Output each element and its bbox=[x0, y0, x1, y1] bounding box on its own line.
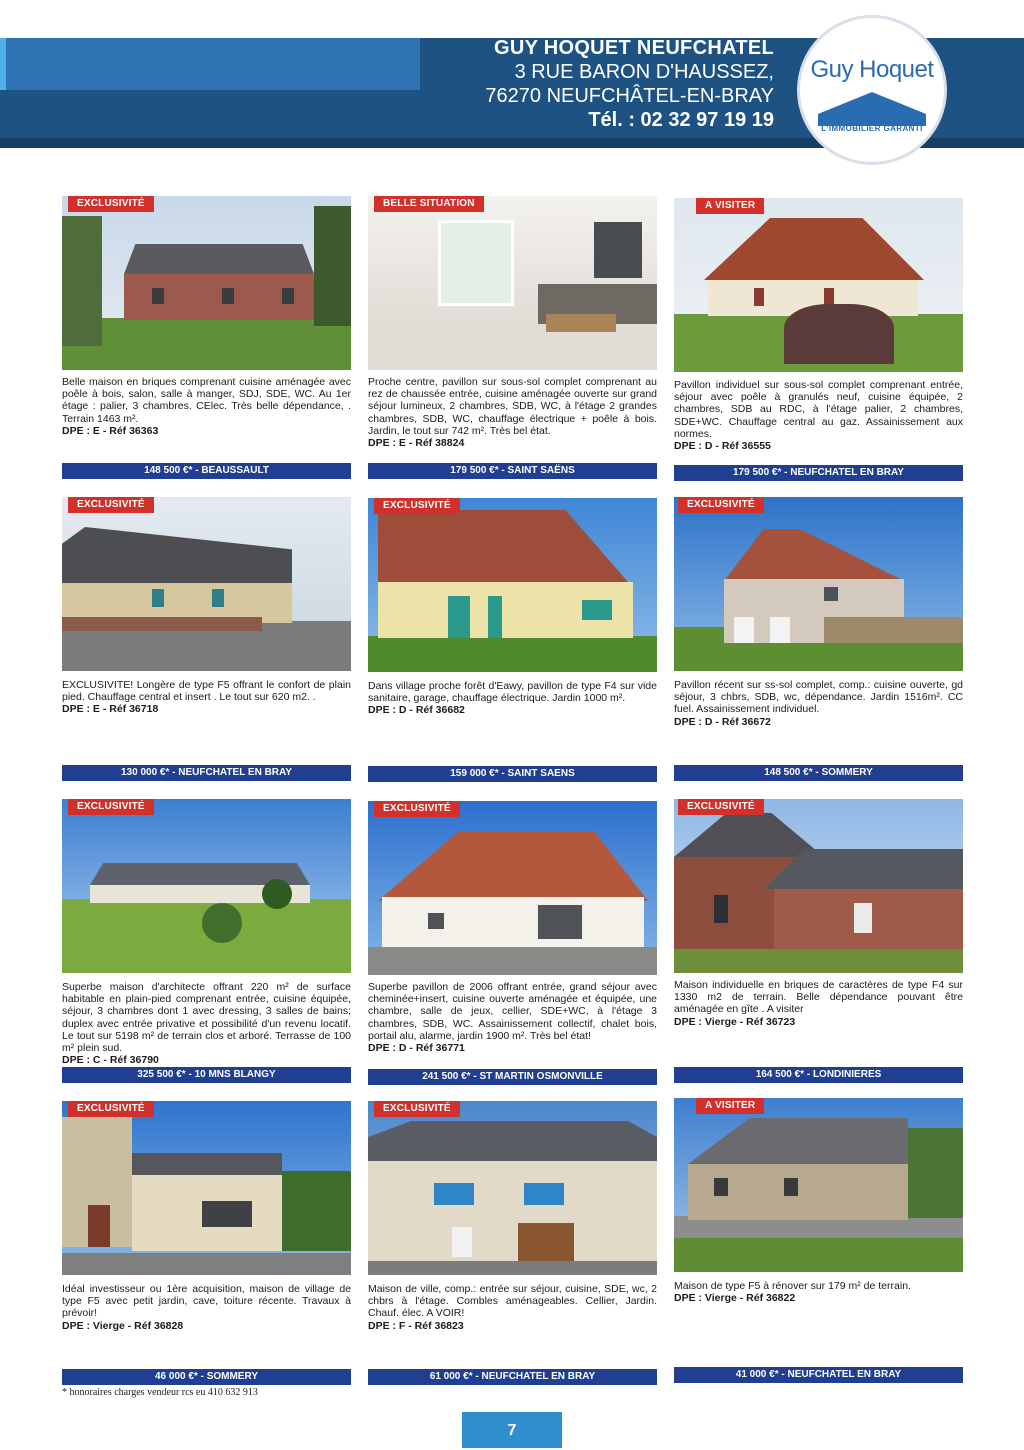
listing-badge: EXCLUSIVITÉ bbox=[68, 799, 154, 815]
listing-ref: DPE : E - Réf 38824 bbox=[368, 437, 465, 450]
listing-badge: EXCLUSIVITÉ bbox=[678, 799, 764, 815]
listing-description bbox=[368, 1283, 657, 1332]
page-number: 7 bbox=[462, 1412, 562, 1448]
listing-photo[interactable] bbox=[368, 196, 657, 370]
logo-name: Guy Hoquet bbox=[810, 56, 934, 83]
listing-description bbox=[368, 376, 657, 449]
listing-badge: BELLE SITUATION bbox=[374, 196, 484, 212]
listing-ref: DPE : C - Réf 36790 bbox=[62, 1054, 159, 1067]
listing-price[interactable]: 159 000 €* - SAINT SAENS bbox=[368, 766, 657, 782]
listing-description bbox=[674, 1280, 963, 1304]
listing-ref: DPE : D - Réf 36555 bbox=[674, 440, 771, 453]
listing-price[interactable]: 148 500 €* - SOMMERY bbox=[674, 765, 963, 781]
listing-text: Idéal investisseur ou 1ère acquisition, maison de village de type F5 avec petit jardin, cave, toiture récente. Travaux à prévoir! bbox=[62, 1283, 351, 1320]
listing-ref: DPE : D - Réf 36682 bbox=[368, 704, 465, 717]
listing-photo[interactable] bbox=[62, 497, 351, 671]
listing-badge: EXCLUSIVITÉ bbox=[374, 498, 460, 514]
logo-tagline: L'IMMOBILIER GARANTI bbox=[821, 124, 923, 133]
listing-badge: A VISITER bbox=[696, 1098, 764, 1114]
listing-text: Belle maison en briques comprenant cuisine aménagée avec poêle à bois, salon, salle à manger, SDJ, SDE, WC. Au 1er étage : palier, 3 chambres. CElec. Très belle dépendance, . Terrain 1463 m². bbox=[62, 376, 351, 425]
listing-price[interactable]: 241 500 €* - ST MARTIN OSMONVILLE bbox=[368, 1069, 657, 1085]
listing-ref: DPE : E - Réf 36718 bbox=[62, 703, 159, 716]
listing-text: Pavillon individuel sur sous-sol complet comprenant entrée, séjour avec poêle à granulés neuf, cuisine équipée, 2 chambres, SDB au RDC, à l'étage palier, 2 chambres, SDE+WC. Chauffage central au gaz. Assainissement aux normes. bbox=[674, 379, 963, 440]
fees-footnote: * honoraires charges vendeur rcs eu 410 632 913 bbox=[62, 1387, 258, 1398]
listing-photo[interactable] bbox=[368, 1101, 657, 1275]
listing-description bbox=[62, 679, 351, 716]
listing-photo[interactable] bbox=[62, 799, 351, 973]
listing-photo[interactable] bbox=[368, 498, 657, 672]
listing-badge: EXCLUSIVITÉ bbox=[374, 801, 460, 817]
listing-ref: DPE : Vierge - Réf 36828 bbox=[62, 1319, 184, 1332]
listing-description bbox=[674, 379, 963, 452]
header-accent-band bbox=[0, 38, 420, 90]
listing-text: Proche centre, pavillon sur sous-sol complet comprenant au rez de chaussée entrée, cuisine aménagée ouverte sur grand séjour lumineux, 2 chambres, SDB, WC, à l'étage 2 grandes chambres, SDB, WC, chauffage électrique + poêle à bois. Jardin, le tout sur 742 m². Très bel état. bbox=[368, 376, 657, 437]
listing-badge: EXCLUSIVITÉ bbox=[68, 497, 154, 513]
listing-ref: DPE : E - Réf 36363 bbox=[62, 424, 159, 437]
listing-price[interactable]: 130 000 €* - NEUFCHATEL EN BRAY bbox=[62, 765, 351, 781]
listing-description bbox=[674, 679, 963, 728]
listing-photo[interactable] bbox=[674, 799, 963, 973]
listing-photo[interactable] bbox=[62, 196, 351, 370]
listing-price[interactable]: 148 500 €* - BEAUSSAULT bbox=[62, 463, 351, 479]
listing-price[interactable]: 179 500 €* - SAINT SAËNS bbox=[368, 463, 657, 479]
listing-photo[interactable] bbox=[674, 497, 963, 671]
listing-description bbox=[368, 981, 657, 1054]
listing-price[interactable]: 46 000 €* - SOMMERY bbox=[62, 1369, 351, 1385]
listing-price[interactable]: 179 500 €* - NEUFCHATEL EN BRAY bbox=[674, 465, 963, 481]
listing-text: Superbe pavillon de 2006 offrant entrée, grand séjour avec cheminée+insert, cuisine ouverte aménagée et équipée, une chambre, salle de jeux, cellier, SDE+WC, à l'étage 3 chambres, SDB, WC. Assainissement collectif, chalet bois, portail alu, alarme, jardin 1900 m². Très bel état! bbox=[368, 981, 657, 1042]
page-header bbox=[0, 0, 1024, 175]
listing-description bbox=[674, 979, 963, 1028]
listing-ref: DPE : F - Réf 36823 bbox=[368, 1319, 464, 1332]
agency-name: GUY HOQUET NEUFCHATEL bbox=[493, 37, 774, 59]
listing-text: Maison de type F5 à rénover sur 179 m² de terrain. bbox=[674, 1280, 911, 1292]
listing-ref: DPE : Vierge - Réf 36723 bbox=[674, 1015, 796, 1028]
listing-badge: A VISITER bbox=[696, 198, 764, 214]
listing-text: Maison individuelle en briques de caractères de type F4 sur 1330 m2 de terrain. Belle dépendance pouvant être aménagée en gîte . A visiter bbox=[674, 979, 963, 1016]
agency-phone[interactable]: Tél. : 02 32 97 19 19 bbox=[588, 109, 774, 131]
listing-photo[interactable] bbox=[62, 1101, 351, 1275]
listing-price[interactable]: 41 000 €* - NEUFCHATEL EN BRAY bbox=[674, 1367, 963, 1383]
listing-photo[interactable] bbox=[368, 801, 657, 975]
listing-badge: EXCLUSIVITÉ bbox=[678, 497, 764, 513]
listing-description bbox=[62, 376, 351, 437]
listing-description bbox=[62, 981, 351, 1066]
header-stripe bbox=[0, 38, 6, 90]
listing-photo[interactable] bbox=[674, 1098, 963, 1272]
listing-badge: EXCLUSIVITÉ bbox=[68, 1101, 154, 1117]
listing-price[interactable]: 61 000 €* - NEUFCHATEL EN BRAY bbox=[368, 1369, 657, 1385]
listing-ref: DPE : Vierge - Réf 36822 bbox=[674, 1292, 796, 1305]
listing-description bbox=[368, 680, 657, 717]
listing-text: EXCLUSIVITE! Longère de type F5 offrant le confort de plain pied. Chauffage central et insert . Le tout sur 620 m2. . bbox=[62, 679, 351, 704]
listing-ref: DPE : D - Réf 36771 bbox=[368, 1042, 465, 1055]
listing-price[interactable]: 164 500 €* - LONDINIERES bbox=[674, 1067, 963, 1083]
agency-contact bbox=[485, 36, 774, 132]
listing-price[interactable]: 325 500 €* - 10 MNS BLANGY bbox=[62, 1067, 351, 1083]
listing-photo[interactable] bbox=[674, 198, 963, 372]
agency-street: 3 RUE BARON D'HAUSSEZ, bbox=[514, 61, 774, 83]
listing-text: Pavillon récent sur ss-sol complet, comp.: cuisine ouverte, gd séjour, 3 chbrs, SDB, wc, dépendance. Jardin 1516m². CC fuel. Assainissement individuel. bbox=[674, 679, 963, 716]
listing-ref: DPE : D - Réf 36672 bbox=[674, 715, 771, 728]
agency-city: 76270 NEUFCHÂTEL-EN-BRAY bbox=[485, 85, 774, 107]
listing-text: Dans village proche forêt d'Eawy, pavillon de type F4 sur vide sanitaire, garage, chauffage électrique. Jardin 1000 m². bbox=[368, 680, 657, 705]
listing-text: Maison de ville, comp.: entrée sur séjour, cuisine, SDE, wc, 2 chbrs à l'étage. Combles aménageables. Cellier, Jardin. Chauf. élec. A VOIR! bbox=[368, 1283, 657, 1320]
logo-roof-icon bbox=[818, 92, 926, 114]
guy-hoquet-logo bbox=[800, 18, 944, 162]
listing-badge: EXCLUSIVITÉ bbox=[68, 196, 154, 212]
listing-badge: EXCLUSIVITÉ bbox=[374, 1101, 460, 1117]
listing-text: Superbe maison d'architecte offrant 220 m² de surface habitable en plain-pied comprenant entrée, cuisine équipée, séjour, 3 chambres dont 1 avec dressing, 3 salles de bains; duplex avec entrée privative et possibilité d'un revenu locatif. Le tout sur 5198 m² de terrain clos et arboré. Terrasse de 100 m² plein sud. bbox=[62, 981, 351, 1055]
listing-description bbox=[62, 1283, 351, 1332]
